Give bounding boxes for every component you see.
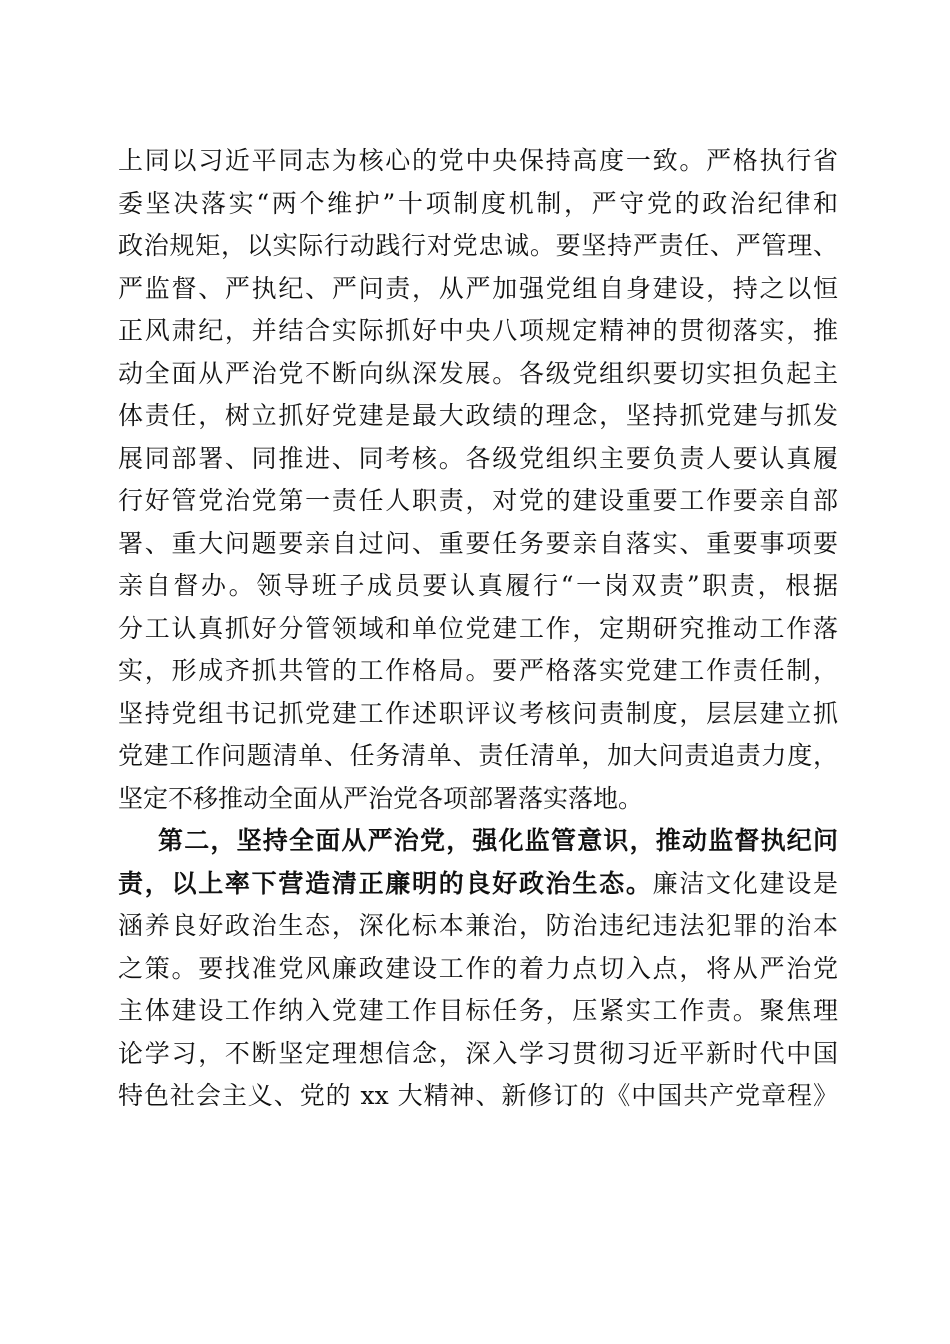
document-body [118, 140, 838, 1118]
text-line: 论学习，不断坚定理想信念，深入学习贯彻习近平新时代中国 [118, 1038, 838, 1068]
text-line: 政治规矩，以实际行动践行对党忠诚。要坚持严责任、严管理、 [118, 231, 838, 260]
text-line: 体责任，树立抓好党建是最大政绩的理念，坚持抓党建与抓发 [118, 401, 838, 430]
text-line: 署、重大问题要亲自过问、重要任务要亲自落实、重要事项要 [118, 528, 838, 558]
section-heading-continuation [118, 863, 838, 906]
section-heading-line: 第二，坚持全面从严治党，强化监管意识，推动监督执纪问 [158, 826, 838, 855]
text-line: 之策。要找准党风廉政建设工作的着力点切入点，将从严治党 [118, 953, 838, 983]
text-line: 涵养良好政治生态，深化标本兼治，防治违纪违法犯罪的治本 [118, 911, 838, 940]
text-line: 实，形成齐抓共管的工作格局。要严格落实党建工作责任制， [118, 656, 838, 685]
text-line: 展同部署、同推进、同考核。各级党组织主要负责人要认真履 [118, 443, 838, 473]
text-line: 特色社会主义、党的 xx 大精神、新修订的《中国共产党章程》 [118, 1081, 838, 1110]
text-line: 动全面从严治党不断向纵深发展。各级党组织要切实担负起主 [118, 358, 838, 388]
text-line: 坚持党组书记抓党建工作述职评议考核问责制度，层层建立抓 [118, 698, 838, 728]
text-line: 主体建设工作纳入党建工作目标任务，压紧实工作责。聚焦理 [118, 996, 838, 1025]
section-body-text: 廉洁文化建设是 [652, 868, 838, 898]
paragraph-end-line: 坚定不移推动全面从严治党各项部署落实落地。 [118, 783, 644, 813]
text-line: 正风肃纪，并结合实际抓好中央八项规定精神的贯彻落实，推 [118, 316, 838, 345]
text-line: 上同以习近平同志为核心的党中央保持高度一致。严格执行省 [118, 146, 838, 175]
text-line: 分工认真抓好分管领域和单位党建工作，定期研究推动工作落 [118, 613, 838, 643]
text-line: 亲自督办。领导班子成员要认真履行“一岗双责”职责，根据 [118, 571, 838, 600]
text-line: 严监督、严执纪、严问责，从严加强党组自身建设，持之以恒 [118, 273, 838, 303]
text-line: 党建工作问题清单、任务清单、责任清单，加大问责追责力度， [118, 741, 838, 770]
section-heading-text: 责，以上率下营造清正廉明的良好政治生态。 [118, 868, 653, 898]
text-line: 委坚决落实“两个维护”十项制度机制，严守党的政治纪律和 [118, 188, 838, 218]
text-line: 行好管党治党第一责任人职责，对党的建设重要工作要亲自部 [118, 486, 838, 515]
